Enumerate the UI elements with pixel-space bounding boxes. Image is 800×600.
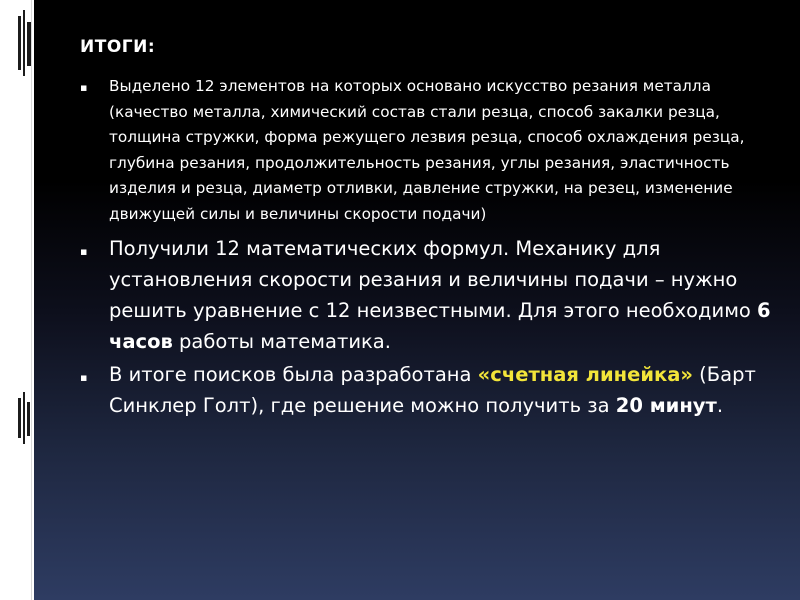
- bullet-item-elements: [76, 74, 776, 227]
- bullet-list: [76, 74, 776, 423]
- bullet-item-formulas: [76, 233, 776, 357]
- bullet-text-bold-hours: 6 часов: [109, 299, 771, 353]
- bullet-icon: ▪: [80, 81, 88, 94]
- bullet-text-bold-minutes: 20 минут: [615, 394, 717, 417]
- bullet-text-part1: В итоге поисков была разработана: [109, 363, 478, 386]
- slide-title: ИТОГИ:: [80, 37, 156, 57]
- bullet-text: Выделено 12 элементов на которых основано искусство резания металла (качество металла, химический состав стали резца, способ закалки резца, толщина стружки, форма режущего лезвия резца, способ охлаждения резца, глубина резания, продолжительность резания, углы резания, эластичность изделия и резца, диаметр отливки, давление стружки, на резец, изменение движущей силы и величины скорости подачи): [109, 77, 745, 223]
- bullet-text-part2: работы математика.: [172, 330, 391, 353]
- bullet-text-part1: Получили 12 математических формул. Механику для установления скорости резания и величины подачи – нужно решить уравнение с 12 неизвестными. Для этого необходимо: [109, 237, 758, 322]
- bullet-icon: ▪: [80, 371, 88, 384]
- bullet-icon: ▪: [80, 245, 88, 258]
- bullet-text-part2: (Барт Синклер Голт), где решение можно получить за: [109, 363, 756, 417]
- decorative-bars: [18, 0, 34, 600]
- bullet-text-highlight: «счетная линейка»: [477, 363, 693, 386]
- bullet-item-slide-rule: [76, 359, 776, 421]
- bullet-text-part3: .: [716, 394, 724, 417]
